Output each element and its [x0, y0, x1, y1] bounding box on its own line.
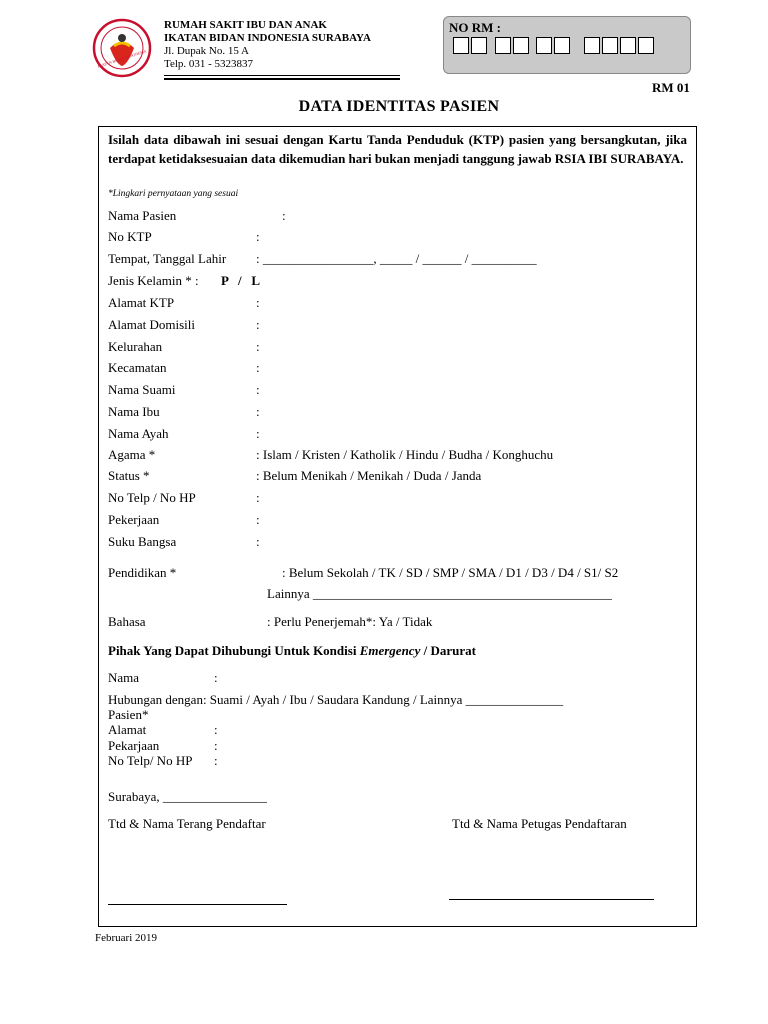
field-label-alamat-ktp: Alamat KTP — [108, 295, 175, 310]
emergency-label-pekerjaan: Pekarjaan — [108, 738, 160, 753]
emergency-hubungan[interactable]: Hubungan dengan: Suami / Ayah / Ibu / Saudara Kandung / Lainnya _______________ — [108, 692, 564, 707]
field-value-pekerjaan[interactable]: : — [256, 512, 260, 527]
emergency-label-no-telp: No Telp/ No HP — [108, 753, 193, 768]
hospital-phone: Telp. 031 - 5323837 — [164, 58, 254, 70]
instruction-note: *Lingkari pernyataan yang sesuai — [108, 189, 239, 199]
signature-right-label: Ttd & Nama Petugas Pendaftaran — [452, 816, 627, 831]
emergency-heading — [108, 643, 476, 659]
field-label-suku-bangsa: Suku Bangsa — [108, 534, 177, 549]
emergency-heading-part2: / Darurat — [420, 643, 476, 658]
emergency-value-no-telp[interactable]: : — [214, 753, 218, 768]
form-frame — [98, 126, 697, 927]
no-rm-cell[interactable] — [602, 37, 618, 54]
field-label-no-ktp: No KTP — [108, 229, 152, 244]
intro-text: Isilah data dibawah ini sesuai dengan Kartu Tanda Penduduk (KTP) pasien yang bersangkutan, jika terdapat ketidaksesuaian data dikemudian hari bukan menjadi tanggung jawab RSIA IBI SURABAYA. — [108, 132, 687, 166]
signature-line-right[interactable] — [449, 899, 654, 900]
emergency-label-alamat: Alamat — [108, 722, 147, 737]
field-value-bahasa[interactable]: : Perlu Penerjemah*: Ya / Tidak — [267, 614, 433, 629]
emergency-value-nama[interactable]: : — [214, 670, 218, 685]
field-label-jenis-kelamin: Jenis Kelamin * : — [108, 273, 199, 288]
field-label-bahasa: Bahasa — [108, 614, 146, 629]
field-value-nama-ayah[interactable]: : — [256, 426, 260, 441]
signature-left-label: Ttd & Nama Terang Pendaftar — [108, 816, 266, 831]
field-label-no-telp: No Telp / No HP — [108, 490, 196, 505]
no-rm-box — [443, 16, 691, 74]
header-divider-thin — [164, 75, 400, 76]
field-value-no-telp[interactable]: : — [256, 490, 260, 505]
no-rm-cell[interactable] — [453, 37, 469, 54]
field-value-kelurahan[interactable]: : — [256, 339, 260, 354]
header-divider-thick — [164, 78, 400, 80]
field-value-kecamatan[interactable]: : — [256, 360, 260, 375]
field-value-status[interactable]: : Belum Menikah / Menikah / Duda / Janda — [256, 468, 482, 483]
field-label-pendidikan: Pendidikan * — [108, 565, 177, 580]
field-label-status: Status * — [108, 468, 150, 483]
field-value-nama-pasien[interactable]: : — [282, 208, 286, 223]
signature-place-date[interactable]: Surabaya, ________________ — [108, 789, 267, 804]
form-code: RM 01 — [652, 80, 690, 95]
field-value-pendidikan[interactable]: : Belum Sekolah / TK / SD / SMP / SMA / D1 / D3 / D4 / S1/ S2 — [282, 565, 619, 580]
field-value-alamat-ktp[interactable]: : — [256, 295, 260, 310]
page-title: DATA IDENTITAS PASIEN — [298, 98, 500, 115]
field-value-jenis-kelamin[interactable]: P / L — [221, 273, 261, 288]
emergency-heading-italic: Emergency — [359, 643, 421, 658]
no-rm-cell[interactable] — [554, 37, 570, 54]
no-rm-cell[interactable] — [620, 37, 636, 54]
no-rm-cell[interactable] — [584, 37, 600, 54]
emergency-heading-part1: Pihak Yang Dapat Dihubungi Untuk Kondisi — [108, 643, 360, 658]
field-label-ttl: Tempat, Tanggal Lahir — [108, 251, 227, 266]
field-value-pendidikan-lainnya[interactable]: Lainnya ______________________________________________ — [267, 586, 612, 601]
hospital-address: Jl. Dupak No. 15 A — [164, 45, 249, 57]
field-value-no-ktp[interactable]: : — [256, 229, 260, 244]
field-label-nama-pasien: Nama Pasien — [108, 208, 177, 223]
field-value-suku-bangsa[interactable]: : — [256, 534, 260, 549]
field-value-agama[interactable]: : Islam / Kristen / Katholik / Hindu / Budha / Konghuchu — [256, 447, 554, 462]
field-label-pekerjaan: Pekerjaan — [108, 512, 160, 527]
emergency-pasien: Pasien* — [108, 707, 149, 722]
field-value-nama-ibu[interactable]: : — [256, 404, 260, 419]
field-label-agama: Agama * — [108, 447, 156, 462]
hospital-name-line1: RUMAH SAKIT IBU DAN ANAK — [164, 19, 327, 31]
no-rm-cell[interactable] — [513, 37, 529, 54]
no-rm-label: NO RM : — [449, 20, 501, 35]
field-label-kecamatan: Kecamatan — [108, 360, 167, 375]
footer-date: Februari 2019 — [95, 932, 158, 944]
field-label-nama-suami: Nama Suami — [108, 382, 176, 397]
field-value-ttl[interactable]: : _________________, _____ / ______ / __________ — [256, 251, 537, 266]
emergency-value-pekerjaan[interactable]: : — [214, 738, 218, 753]
hospital-name-line2: IKATAN BIDAN INDONESIA SURABAYA — [164, 32, 371, 44]
no-rm-cell[interactable] — [638, 37, 654, 54]
field-label-alamat-domisili: Alamat Domisili — [108, 317, 196, 332]
field-label-nama-ibu: Nama Ibu — [108, 404, 160, 419]
no-rm-cell[interactable] — [495, 37, 511, 54]
no-rm-cell[interactable] — [471, 37, 487, 54]
field-label-nama-ayah: Nama Ayah — [108, 426, 169, 441]
emergency-value-alamat[interactable]: : — [214, 722, 218, 737]
field-label-kelurahan: Kelurahan — [108, 339, 163, 354]
logo-text: IKATAN BIDAN INDONESIA — [96, 48, 148, 69]
field-value-alamat-domisili[interactable]: : — [256, 317, 260, 332]
signature-line-left[interactable] — [108, 904, 287, 905]
emergency-label-nama: Nama — [108, 670, 140, 685]
no-rm-cell[interactable] — [536, 37, 552, 54]
field-value-nama-suami[interactable]: : — [256, 382, 260, 397]
